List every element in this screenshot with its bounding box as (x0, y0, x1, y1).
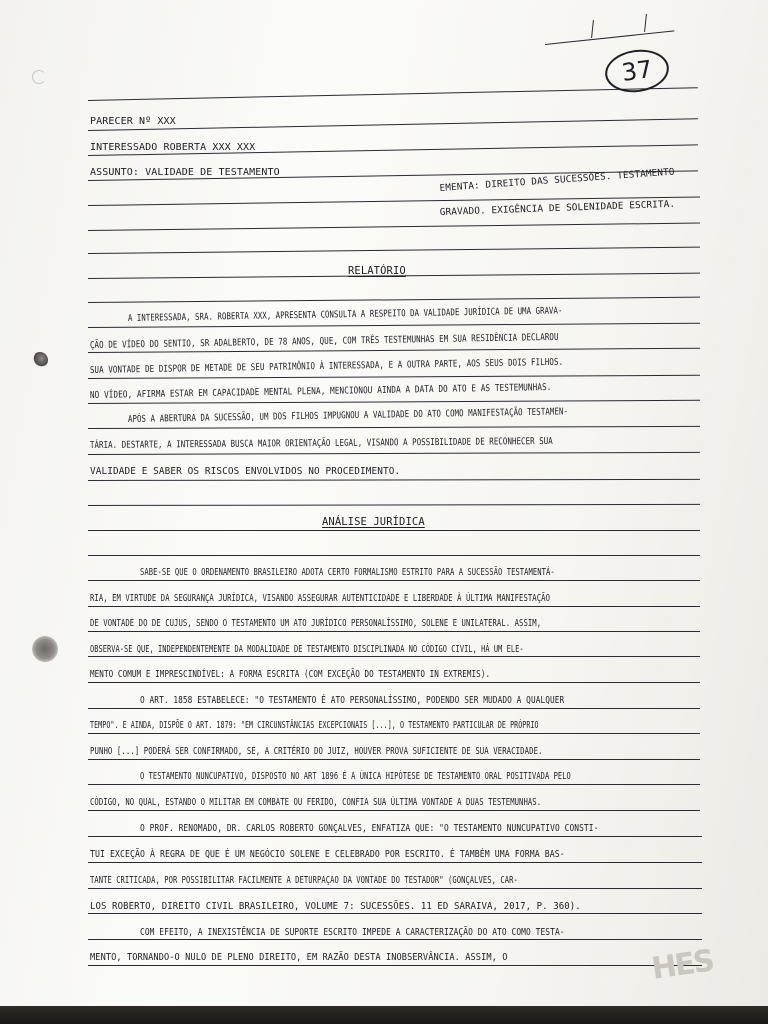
rule (88, 247, 700, 254)
text-line: NO VÍDEO, AFIRMA ESTAR EM CAPACIDADE MENTAL PLENA, MENCIONOU AINDA A DATA DO ATO E AS TESTEMUNHAS. (89, 381, 552, 401)
text-line: OBSERVA-SE QUE, INDEPENDENTEMENTE DA MODALIDADE DE TESTAMENTO DISCIPLINADA NO CÓDIGO CIVIL, HÁ UM ELE- (90, 644, 524, 655)
text-line: COM EFEITO, A INEXISTÊNCIA DE SUPORTE ESCRITO IMPEDE A CARACTERIZAÇÃO DO ATO COMO TESTA- (140, 927, 565, 938)
text-line: APÓS A ABERTURA DA SUCESSÃO, UM DOS FILHOS IMPUGNOU A VALIDADE DO ATO COMO MANIFESTAÇÃO TESTAMEN- (127, 406, 569, 425)
rule (88, 400, 700, 404)
text-line: CÓDIGO, NO QUAL, ESTANDO O MILITAR EM COMBATE OU FERIDO, CONFIA SUA ÚLTIMA VONTADE A DUAS TESTEMUNHAS. (90, 797, 542, 808)
rule (88, 452, 700, 455)
text-line: SUA VONTADE DE DISPOR DE METADE DE SEU PATRIMÔNIO À INTERESSADA, E A OUTRA PARTE, AOS SEUS DOIS FILHOS. (89, 356, 564, 376)
text-line: DE VONTADE DO DE CUJUS, SENDO O TESTAMENTO UM ATO JURÍDICO PERSONALÍSSIMO, SOLENE E UNILATERAL. ASSIM, (90, 618, 542, 629)
rule (88, 784, 700, 785)
scan-edge-shadow (0, 1006, 768, 1024)
rule (88, 118, 698, 131)
parecer-line: PARECER Nº XXX (90, 116, 176, 127)
text-line: RIA, EM VIRTUDE DA SEGURANÇA JURÍDICA, VISANDO ASSEGURAR AUTENTICIDADE E LIBERDADE À ÚLTIMA MANIFESTAÇÃO (90, 593, 551, 604)
text-line: A INTERESSADA, SRA. ROBERTA XXX, APRESENTA CONSULTA A RESPEITO DA VALIDADE JURÍDICA DE UMA GRAVA- (127, 305, 563, 324)
text-line: MENTO COMUM E IMPRESCINDÍVEL: A FORMA ESCRITA (COM EXCEÇÃO DO TESTAMENTO IN EXTREMIS). (90, 669, 491, 680)
assunto-line: ASSUNTO: VALIDADE DE TESTAMENTO (90, 167, 280, 178)
rule (88, 682, 700, 683)
text-line: TÁRIA. DESTARTE, A INTERESSADA BUSCA MAIOR ORIENTAÇÃO LEGAL, VISANDO A POSSIBILIDADE DE RECONHECER SUA (89, 435, 553, 451)
rule (88, 87, 698, 101)
punch-hole (32, 636, 58, 662)
watermark-stamp: HES (649, 943, 715, 987)
rule (88, 939, 702, 940)
page-number: 37 (619, 55, 655, 87)
rule (88, 479, 700, 481)
rule (88, 862, 702, 863)
interessado-line: INTERESSADO ROBERTA XXX XXX (90, 142, 256, 153)
rule (88, 656, 700, 657)
rule (88, 223, 700, 231)
rule (88, 965, 702, 966)
text-line: VALIDADE E SABER OS RISCOS ENVOLVIDOS NO PROCEDIMENTO. (90, 466, 401, 477)
rule (88, 913, 702, 914)
rule (545, 30, 674, 45)
margin-tick (644, 14, 647, 32)
rule (88, 810, 700, 811)
text-line: TUI EXCEÇÃO À REGRA DE QUE É UM NEGÓCIO SOLENE E CELEBRADO POR ESCRITO. É TAMBÉM UMA FORMA BAS- (90, 849, 565, 860)
rule (88, 555, 700, 556)
text-line: MENTO, TORNANDO-O NULO DE PLENO DIREITO, EM RAZÃO DESTA INOBSERVÂNCIA. ASSIM, O (90, 952, 508, 963)
rule (88, 888, 702, 889)
rule (88, 606, 700, 607)
rule (88, 836, 702, 837)
rule (88, 708, 700, 709)
rule (88, 530, 700, 531)
rule (88, 426, 700, 429)
rule (88, 504, 700, 506)
punch-hole (32, 352, 48, 368)
text-line: PUNHO [...] PODERÁ SER CONFIRMADO, SE, A CRITÉRIO DO JUIZ, HOUVER PROVA SUFICIENTE DE SUA VERACIDADE. (90, 746, 543, 757)
rule (88, 323, 700, 328)
rule (88, 375, 700, 379)
text-line: TEMPO". E AINDA, DISPÕE O ART. 1879: "EM CIRCUNSTÂNCIAS EXCEPCIONAIS [...], O TESTAMENTO PARTICULAR DE PRÓPRIO (90, 720, 539, 731)
text-line: ÇÃO DE VÍDEO DO SENTIO, SR ADALBERTO, DE 78 ANOS, QUE, COM TRÊS TESTEMUNHAS EM SUA RESIDÊNCIA DECLAROU (89, 331, 559, 351)
text-line: TANTE CRITICADA, POR POSSIBILITAR FACILMENTE A DETURPAÇÃO DA VONTADE DO TESTADOR" (GONÇALVES, CAR- (90, 875, 518, 886)
text-line: LOS ROBERTO, DIREITO CIVIL BRASILEIRO, VOLUME 7: SUCESSÕES. 11 ED SARAIVA, 2017, P. 360). (90, 901, 581, 912)
rule (88, 733, 700, 734)
text-line: SABE-SE QUE O ORDENAMENTO BRASILEIRO ADOTA CERTO FORMALISMO ESTRITO PARA A SUCESSÃO TESTAMENTÁ- (140, 567, 555, 578)
punch-hole (32, 70, 46, 84)
text-line: O ART. 1858 ESTABELECE: "O TESTAMENTO É ATO PERSONALÍSSIMO, PODENDO SER MUDADO A QUALQUER (140, 695, 565, 706)
ementa-line-1: EMENTA: DIREITO DAS SUCESSÕES. TESTAMENTO (439, 166, 675, 194)
rule (88, 297, 700, 303)
rule (88, 580, 700, 581)
text-line: O PROF. RENOMADO, DR. CARLOS ROBERTO GONÇALVES, ENFATIZA QUE: "O TESTAMENTO NUNCUPATIVO CONSTI- (140, 823, 599, 834)
margin-tick (591, 20, 594, 38)
rule (88, 759, 700, 760)
text-line: O TESTAMENTO NUNCUPATIVO, DISPOSTO NO ART 1896 É A ÚNICA HIPÓTESE DE TESTAMENTO ORAL POSITIVADA PELO (140, 771, 571, 782)
ementa-line-2: GRAVADO. EXIGÊNCIA DE SOLENIDADE ESCRITA. (439, 198, 676, 218)
analise-juridica-title: ANÁLISE JURÍDICA (322, 516, 425, 528)
rule (88, 631, 700, 632)
relatorio-title: RELATÓRIO (348, 265, 406, 277)
